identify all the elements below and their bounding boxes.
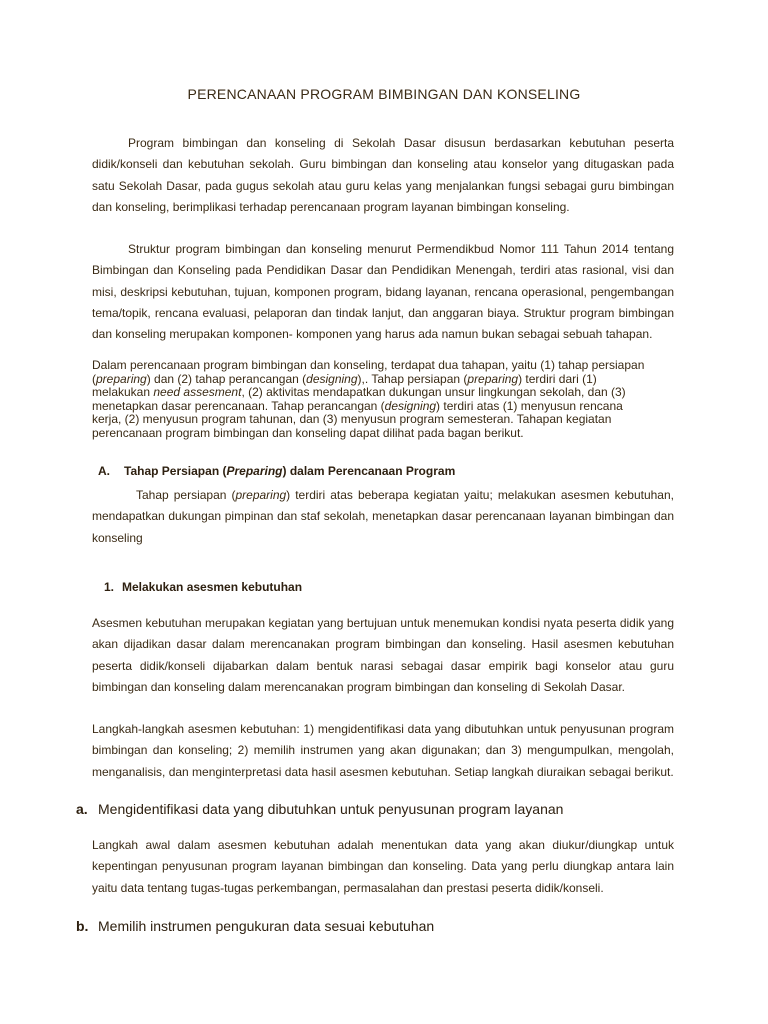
section-a-label: A. — [98, 464, 110, 478]
intro-paragraph-1 — [92, 133, 674, 218]
text-run: ),. Tahap persiapan ( — [357, 371, 468, 386]
text-run: Tahap persiapan ( — [136, 488, 236, 502]
item-b-label: b. — [76, 918, 89, 934]
item-a-paragraph: Langkah awal dalam asesmen kebutuhan adalah menentukan data yang akan diukur/diungkap untuk kepentingan penyusunan program layanan bimbingan dan konseling. Data yang perlu diungkap antara lain yaitu data tentang tugas-tugas perkembangan, permasalahan dan prestasi peserta didik/konseli. — [92, 838, 674, 895]
text-run: Tahap Persiapan ( — [124, 464, 227, 478]
intro-paragraph-1-text: Program bimbingan dan konseling di Sekolah Dasar disusun berdasarkan kebutuhan peserta didik/konseli dan kebutuhan sekolah. Guru bimbingan dan konseling atau konselor yang ditugaskan pada satu Sekolah Dasar, pada gugus sekolah atau guru kelas yang menjalankan fungsi sebagai guru bimbingan dan konseling, berimplikasi terhadap perencanaan program layanan bimbingan konseling. — [92, 136, 674, 214]
section-a-heading — [98, 464, 658, 478]
text-run: ) dan (2) tahap perancangan ( — [146, 371, 307, 386]
italic-run: designing — [306, 371, 358, 386]
section-1-heading — [104, 580, 644, 594]
section-1-heading-text: Melakukan asesmen kebutuhan — [122, 580, 303, 594]
italic-run: preparing — [96, 371, 147, 386]
italic-run: Preparing — [226, 464, 283, 478]
section-a-paragraph — [92, 485, 674, 549]
italic-run: designing — [384, 398, 437, 413]
italic-run: preparing — [467, 371, 519, 386]
stages-paragraph — [92, 359, 652, 441]
section-1-paragraph-1: Asesmen kebutuhan merupakan kegiatan yang bertujuan untuk menemukan kondisi nyata peserta didik yang akan dijadikan dasar dalam merencanakan program bimbingan dan konseling. Hasil asesmen kebutuhan peserta didik/konseli dijabarkan dalam bentuk narasi sebagai dasar empirik bagi konselor atau guru bimbingan dan konseling dalam merencanakan program bimbingan dan konseling di Sekolah Dasar. — [92, 616, 674, 694]
page-title: PERENCANAAN PROGRAM BIMBINGAN DAN KONSELING — [187, 86, 581, 102]
text-run: Dalam perencanaan program bimbingan dan konseling, terdapat dua tahapan, yaitu (1) tahap persiapan ( — [92, 358, 645, 386]
text-run: ) terdiri dari (1) melakukan — [92, 371, 597, 400]
item-a-heading — [76, 801, 696, 817]
section-1-paragraph-2: Langkah-langkah asesmen kebutuhan: 1) mengidentifikasi data yang dibutuhkan untuk penyusunan program bimbingan dan konseling; 2) memilih instrumen yang akan digunakan; dan 3) mengumpulkan, mengolah, menganalisis, dan menginterpretasi data hasil asesmen kebutuhan. Setiap langkah diuraikan sebagai berikut. — [92, 722, 674, 779]
section-1-label: 1. — [104, 580, 115, 594]
item-b-heading — [76, 918, 696, 934]
text-run: ) dalam Perencanaan Program — [282, 464, 456, 478]
italic-run: preparing — [235, 488, 287, 502]
text-run: ) terdiri atas beberapa kegiatan yaitu; melakukan asesmen kebutuhan, mendapatkan dukungan pimpinan dan staf sekolah, menetapkan dasar perencanaan layanan bimbingan dan konseling — [92, 488, 674, 545]
intro-paragraph-2-text: Struktur program bimbingan dan konseling menurut Permendikbud Nomor 111 Tahun 2014 tentang Bimbingan dan Konseling pada Pendidikan Dasar dan Pendidikan Menengah, terdiri atas rasional, visi dan misi, deskripsi kebutuhan, tujuan, komponen program, bidang layanan, rencana operasional, pengembangan tema/topik, rencana evaluasi, pelaporan dan tindak lanjut, dan anggaran biaya. Struktur program bimbingan dan konseling merupakan komponen- komponen yang harus ada namun bukan sebagai sebuah tahapan. — [92, 242, 674, 342]
item-a-text: Mengidentifikasi data yang dibutuhkan untuk penyusunan program layanan — [98, 801, 564, 817]
text-run: ) terdiri atas (1) menyusun rencana kerja, (2) menyusun program tahunan, dan (3) menyusun program semesteran. Tahapan kegiatan perencanaan program bimbingan dan konseling dapat dilihat pada bagan berikut. — [92, 398, 623, 440]
text-run: , (2) aktivitas mendapatkan dukungan unsur lingkungan sekolah, dan (3) menetapkan dasar perencanaan. Tahap perancangan ( — [92, 385, 626, 413]
item-b-text: Memilih instrumen pengukuran data sesuai kebutuhan — [98, 918, 435, 934]
item-a-label: a. — [76, 801, 88, 817]
intro-paragraph-2 — [92, 239, 674, 345]
italic-run: need assesment — [153, 385, 242, 400]
